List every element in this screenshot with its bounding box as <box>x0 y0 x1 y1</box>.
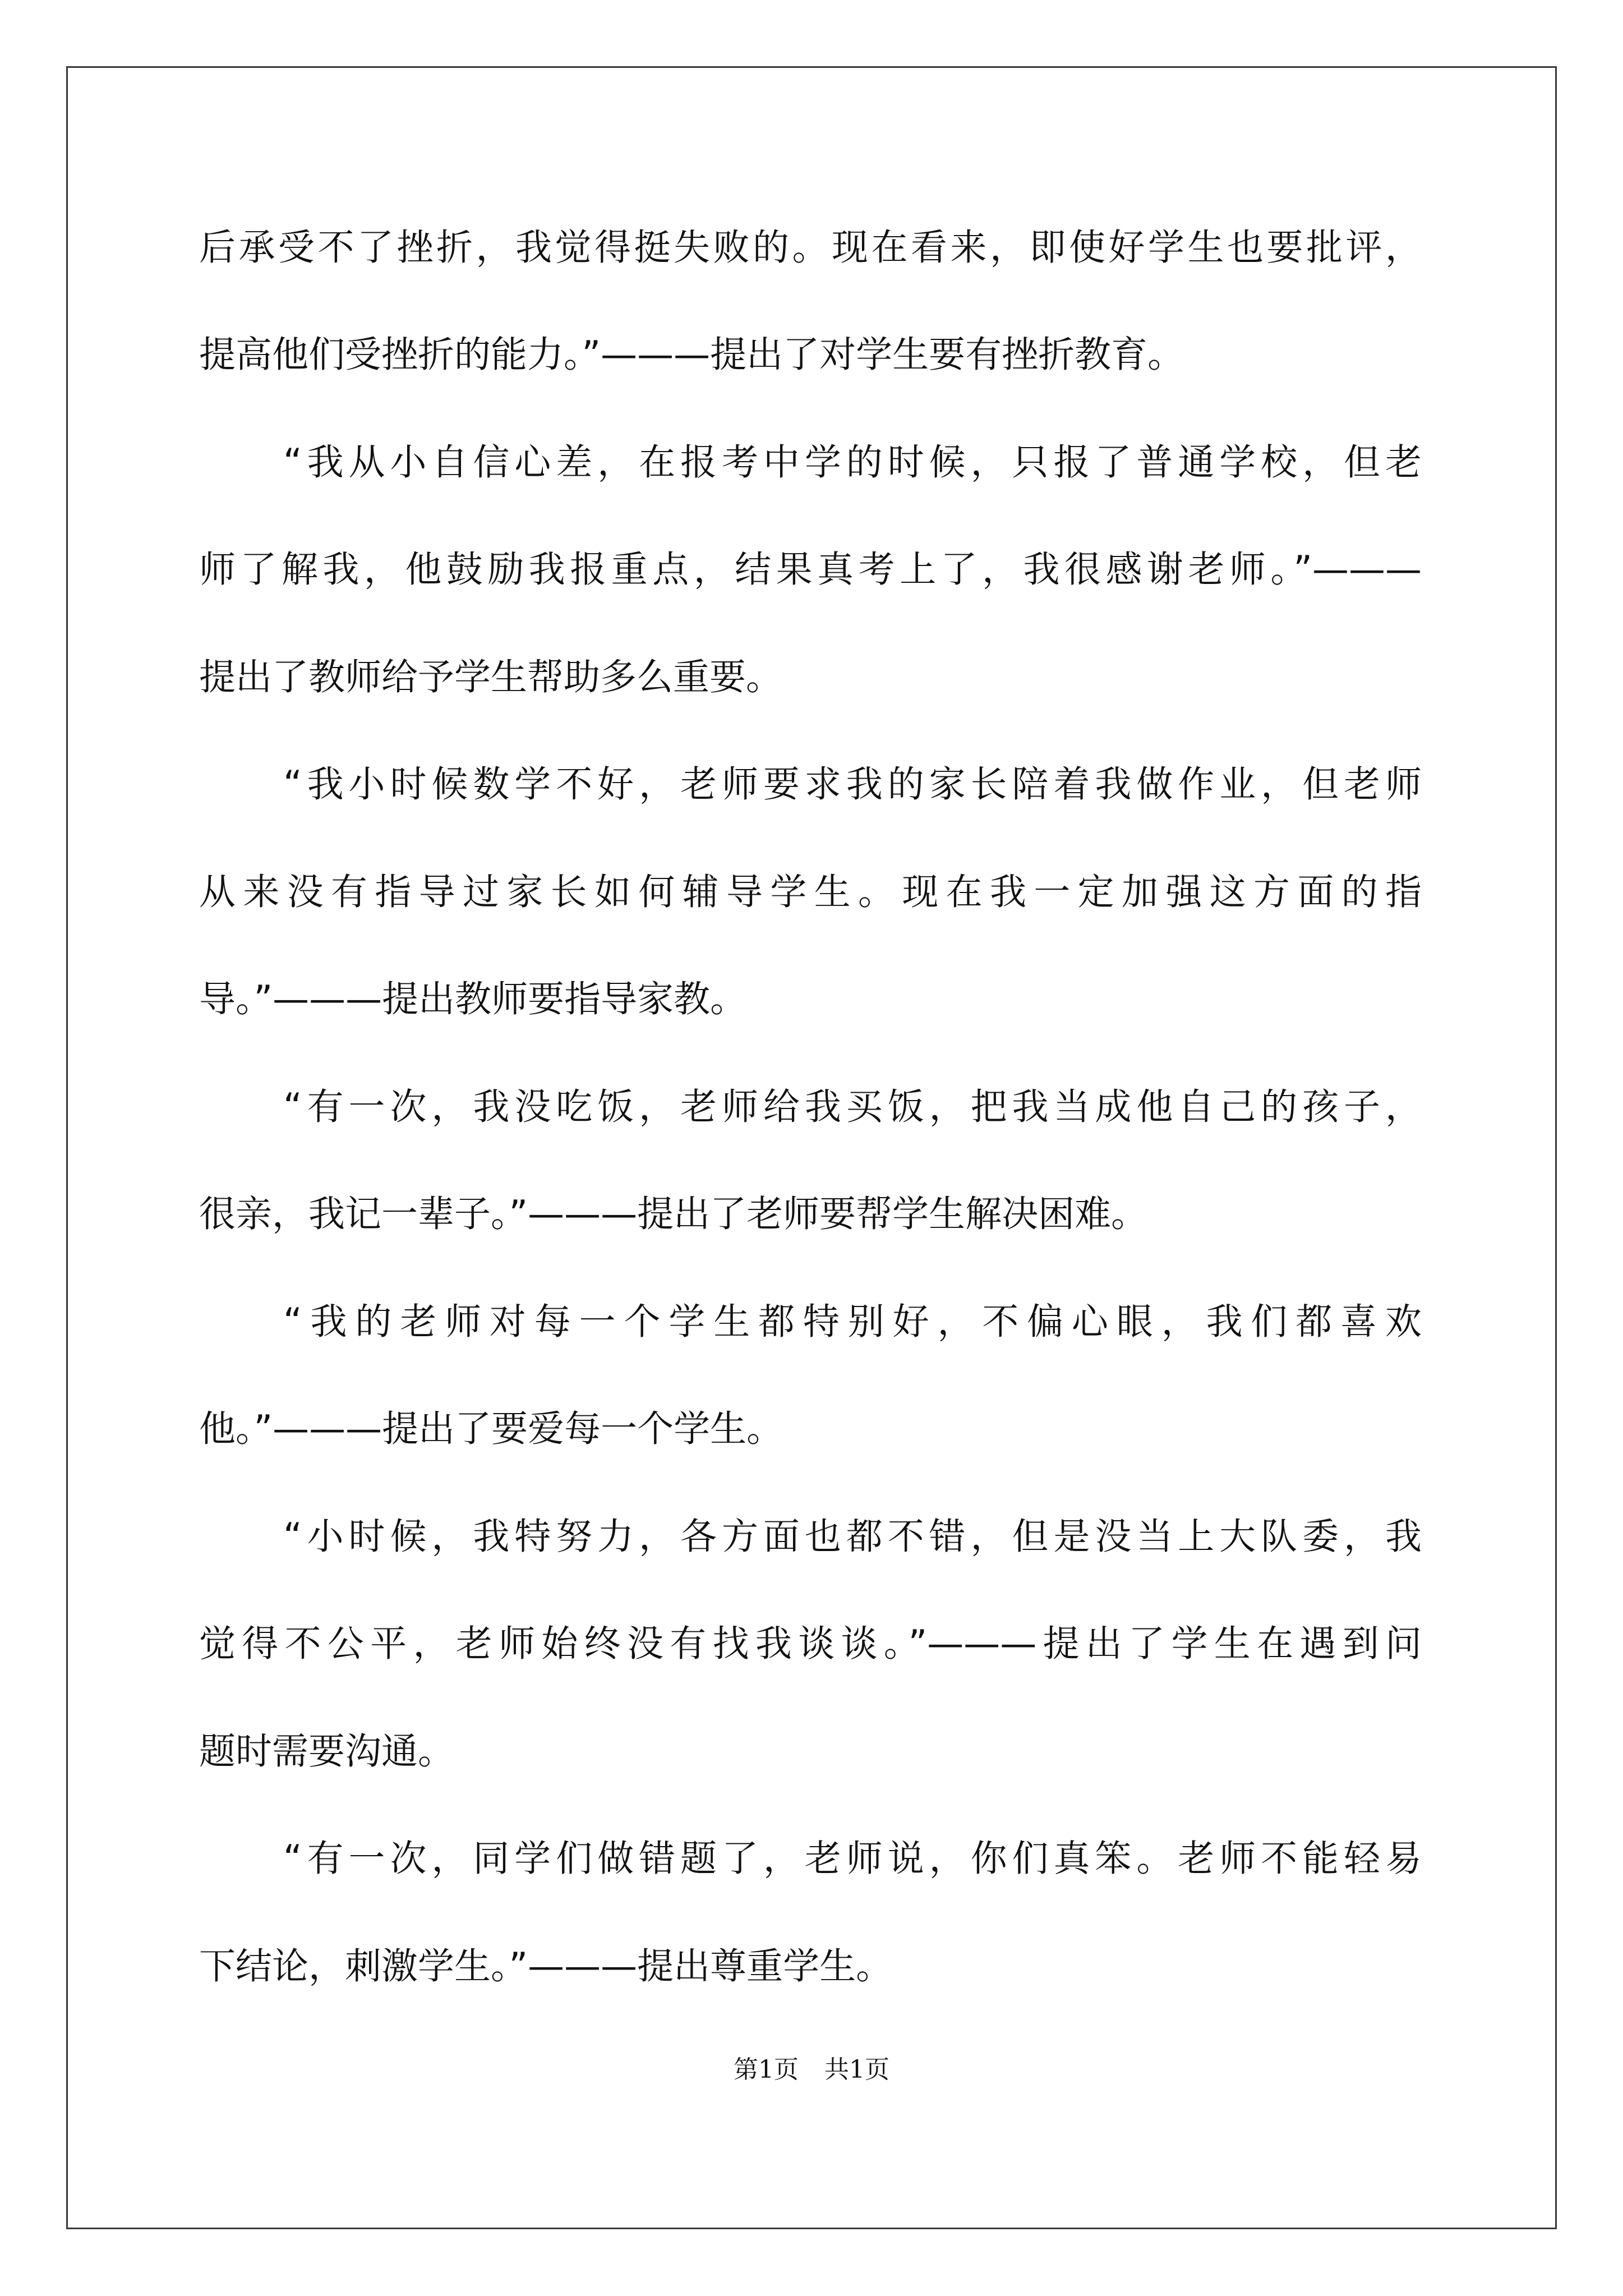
text-line: 师了解我，他鼓励我报重点，结果真考上了，我很感谢老师。”——— <box>199 549 1422 591</box>
page-border <box>66 66 1557 2229</box>
text-line: 他。”———提出了要爱每一个学生。 <box>199 1408 783 1450</box>
text-line: “有一次，我没吃饭，老师给我买饭，把我当成他自己的孩子， <box>283 1086 1422 1128</box>
text-line: “小时候，我特努力，各方面也都不错，但是没当上大队委，我 <box>283 1516 1422 1558</box>
text-line: “我从小自信心差，在报考中学的时候，只报了普通学校，但老 <box>283 441 1422 484</box>
text-line: 觉得不公平，老师始终没有找我谈谈。”———提出了学生在遇到问 <box>199 1623 1422 1665</box>
text-line: “我的老师对每一个学生都特别好，不偏心眼，我们都喜欢 <box>283 1301 1422 1343</box>
page-number: 第1页 <box>734 2055 799 2084</box>
text-line: 题时需要沟通。 <box>199 1731 455 1773</box>
text-line: 下结论，刺激学生。”———提出尊重学生。 <box>199 1945 893 1987</box>
page-footer <box>0 2053 1623 2087</box>
page-count: 共1页 <box>824 2055 889 2084</box>
text-line: 提高他们受挫折的能力。”———提出了对学生要有挫折教育。 <box>199 334 1184 376</box>
text-line: 后承受不了挫折，我觉得挺失败的。现在看来，即使好学生也要批评， <box>199 227 1422 269</box>
text-line: 从来没有指导过家长如何辅导学生。现在我一定加强这方面的指 <box>199 871 1422 913</box>
text-line: “有一次，同学们做错题了，老师说，你们真笨。老师不能轻易 <box>283 1838 1422 1880</box>
text-line: 提出了教师给予学生帮助多么重要。 <box>199 656 783 698</box>
text-line: 很亲，我记一辈子。”———提出了老师要帮学生解决困难。 <box>199 1193 1148 1235</box>
text-line: 导。”———提出教师要指导家教。 <box>199 978 747 1020</box>
text-line: “我小时候数学不好，老师要求我的家长陪着我做作业，但老师 <box>283 763 1422 806</box>
